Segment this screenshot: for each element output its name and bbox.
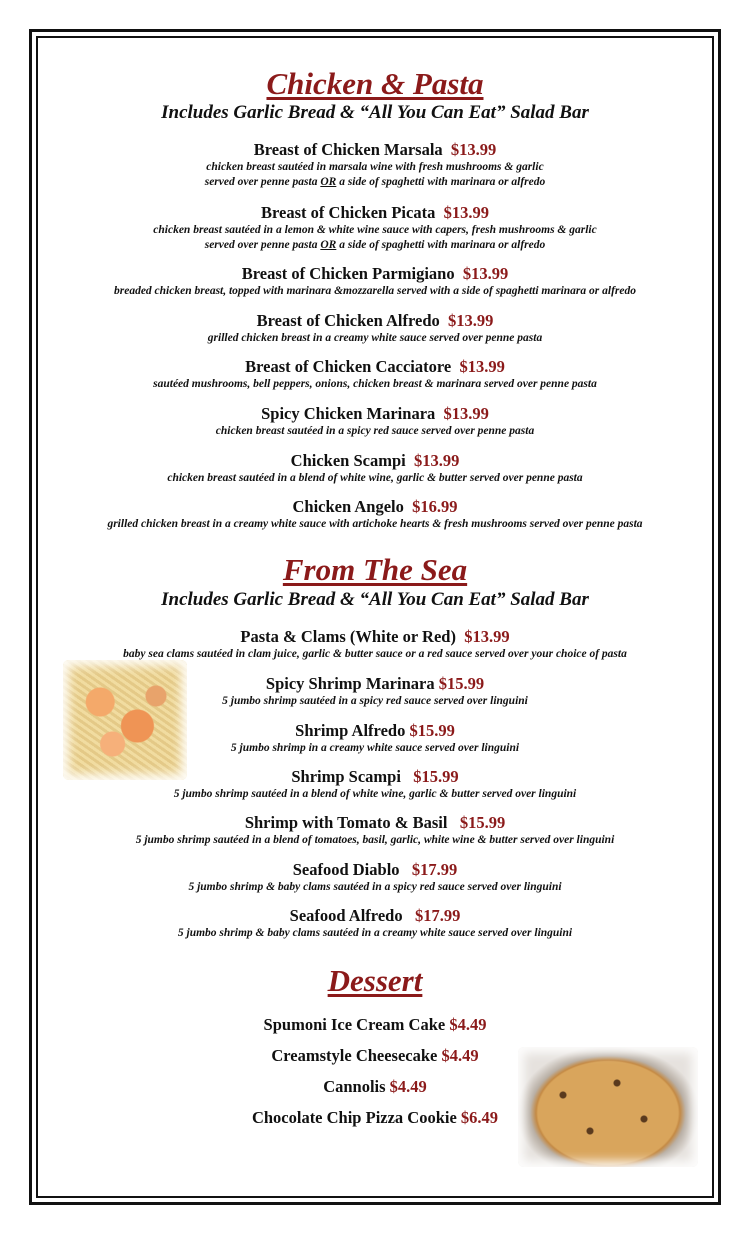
menu-item xyxy=(40,497,710,532)
item-description: baby sea clams sautéed in clam juice, garlic & butter sauce or a red sauce served over your choice of pasta xyxy=(123,648,627,660)
item-name: Breast of Chicken Parmigiano xyxy=(241,264,455,283)
menu-item xyxy=(40,906,710,941)
section-title-chicken-pasta: Chicken & Pasta xyxy=(266,66,484,101)
item-price: $13.99 xyxy=(413,451,460,470)
menu-item xyxy=(40,813,710,848)
item-price: $15.99 xyxy=(459,813,506,832)
menu-item xyxy=(40,1015,710,1035)
item-name: Spicy Chicken Marinara xyxy=(261,404,436,423)
menu-item xyxy=(40,140,710,190)
item-name: Shrimp with Tomato & Basil xyxy=(244,813,448,832)
item-name: Chocolate Chip Pizza Cookie xyxy=(251,1108,457,1127)
item-name: Pasta & Clams (White or Red) xyxy=(240,627,456,646)
item-price: $15.99 xyxy=(438,674,485,693)
item-description: 5 jumbo shrimp & baby clams sautéed in a creamy white sauce served over linguini xyxy=(177,927,573,939)
item-name: Creamstyle Cheesecake xyxy=(271,1046,438,1065)
item-description: grilled chicken breast in a creamy white sauce served over penne pasta xyxy=(207,332,543,344)
item-price: $4.49 xyxy=(389,1077,427,1096)
item-name: Chicken Angelo xyxy=(292,497,404,516)
section-title-dessert: Dessert xyxy=(327,963,423,998)
item-description: chicken breast sautéed in a blend of white wine, garlic & butter served over penne pasta xyxy=(167,472,583,484)
item-description: chicken breast sautéed in a spicy red sauce served over penne pasta xyxy=(215,425,535,437)
item-name: Chicken Scampi xyxy=(290,451,406,470)
chocolate-chip-pizza-cookie-photo xyxy=(518,1047,698,1167)
section-subtitle-from-the-sea: Includes Garlic Bread & “All You Can Eat” Salad Bar xyxy=(161,589,589,610)
item-name: Seafood Diablo xyxy=(292,860,400,879)
item-price: $13.99 xyxy=(464,627,510,646)
item-description: grilled chicken breast in a creamy white sauce with artichoke hearts & fresh mushrooms served over penne pasta xyxy=(107,518,643,530)
item-description: chicken breast sautéed in a lemon & white wine sauce with capers, fresh mushrooms & garlic xyxy=(153,224,597,236)
item-name: Cannolis xyxy=(323,1077,386,1096)
item-price: $4.49 xyxy=(441,1046,479,1065)
item-description: 5 jumbo shrimp sautéed in a blend of white wine, garlic & butter served over linguini xyxy=(173,788,577,800)
menu-item xyxy=(40,311,710,346)
item-description: 5 jumbo shrimp sautéed in a spicy red sauce served over linguini xyxy=(222,695,528,707)
shrimp-linguini-photo xyxy=(63,660,187,780)
item-description-line-2: served over penne pasta OR a side of spaghetti with marinara or alfredo xyxy=(204,239,546,251)
menu-item xyxy=(40,357,710,392)
item-description: 5 jumbo shrimp & baby clams sautéed in a spicy red sauce served over linguini xyxy=(188,881,562,893)
item-description: chicken breast sautéed in marsala wine with fresh mushrooms & garlic xyxy=(206,161,544,173)
item-name: Spumoni Ice Cream Cake xyxy=(263,1015,446,1034)
menu-item xyxy=(40,404,710,439)
item-price: $13.99 xyxy=(459,357,505,376)
menu-item xyxy=(40,627,710,662)
item-name: Seafood Alfredo xyxy=(289,906,403,925)
menu-item xyxy=(40,451,710,486)
item-price: $13.99 xyxy=(443,203,489,222)
menu-item xyxy=(40,264,710,299)
item-price: $13.99 xyxy=(448,311,494,330)
item-name: Shrimp Scampi xyxy=(291,767,401,786)
item-name: Breast of Chicken Picata xyxy=(261,203,436,222)
item-price: $13.99 xyxy=(443,404,489,423)
item-name: Breast of Chicken Marsala xyxy=(253,140,443,159)
item-price: $16.99 xyxy=(412,497,458,516)
item-name: Shrimp Alfredo xyxy=(295,721,406,740)
item-description: 5 jumbo shrimp in a creamy white sauce served over linguini xyxy=(230,742,520,754)
item-price: $17.99 xyxy=(411,860,458,879)
item-price: $13.99 xyxy=(462,264,509,283)
item-name: Breast of Chicken Cacciatore xyxy=(245,357,452,376)
item-name: Breast of Chicken Alfredo xyxy=(256,311,440,330)
item-price: $17.99 xyxy=(414,906,461,925)
section-subtitle-chicken-pasta: Includes Garlic Bread & “All You Can Eat” Salad Bar xyxy=(161,102,589,123)
menu-item xyxy=(40,203,710,253)
section-title-from-the-sea: From The Sea xyxy=(282,552,468,587)
item-price: $13.99 xyxy=(450,140,497,159)
item-price: $15.99 xyxy=(413,767,459,786)
item-name: Spicy Shrimp Marinara xyxy=(265,674,435,693)
item-description: breaded chicken breast, topped with marinara &mozzarella served with a side of spaghetti marinara or alfredo xyxy=(114,285,636,297)
item-description: 5 jumbo shrimp sautéed in a blend of tomatoes, basil, garlic, white wine & butter served over linguini xyxy=(135,834,615,846)
menu-item xyxy=(40,860,710,895)
item-price: $6.49 xyxy=(460,1108,499,1127)
item-description-line-2: served over penne pasta OR a side of spaghetti with marinara or alfredo xyxy=(204,176,546,188)
item-price: $4.49 xyxy=(449,1015,487,1034)
item-description: sautéed mushrooms, bell peppers, onions, chicken breast & marinara served over penne pasta xyxy=(153,378,597,390)
item-price: $15.99 xyxy=(409,721,455,740)
